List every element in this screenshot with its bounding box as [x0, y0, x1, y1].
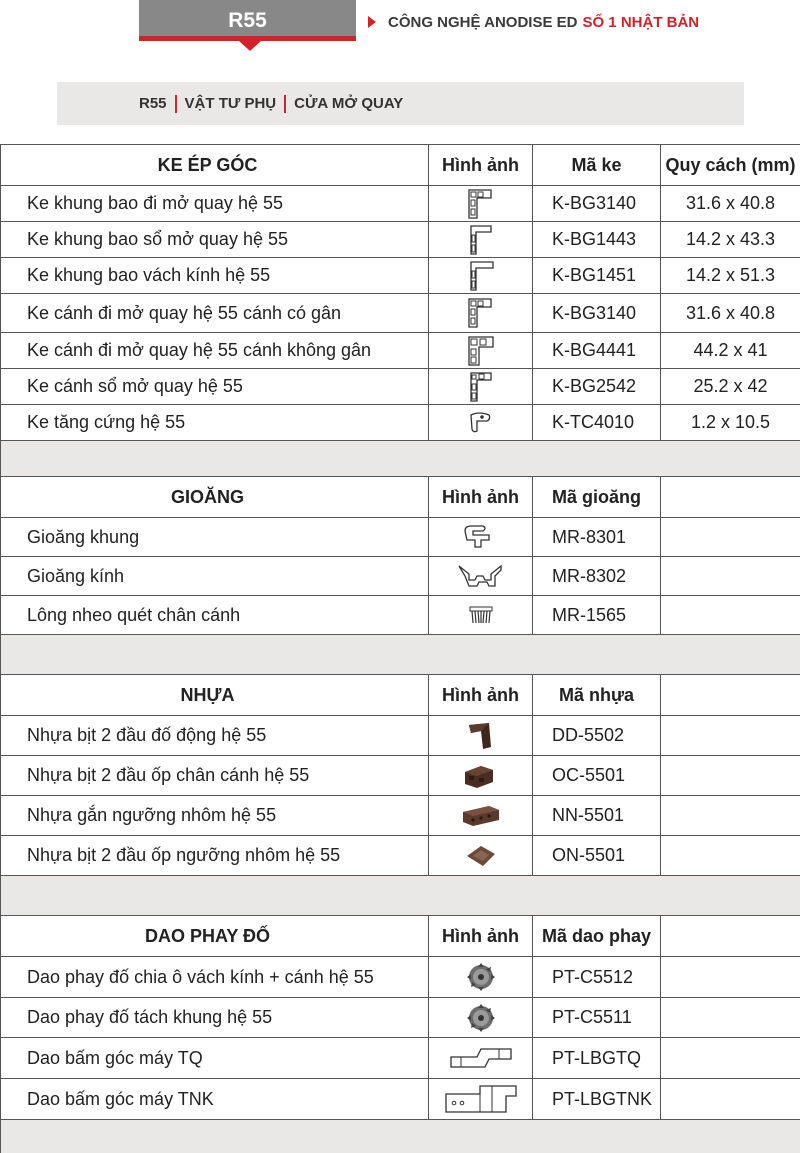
item-spec: 1.2 x 10.5 — [661, 405, 800, 441]
item-name: Dao bấm góc máy TQ — [1, 1038, 429, 1079]
item-image — [429, 294, 533, 333]
milling-cutter-icon — [461, 1002, 501, 1034]
table-row — [1, 716, 800, 756]
column-header-code: Mã nhựa — [533, 675, 661, 716]
table-row — [1, 756, 800, 796]
column-header-image: Hình ảnh — [429, 675, 533, 716]
item-code: K-BG1451 — [533, 258, 661, 294]
table-row — [1, 186, 800, 222]
corner-bracket-icon — [463, 260, 499, 292]
item-name: Nhựa bịt 2 đầu ốp ngưỡng nhôm hệ 55 — [1, 836, 429, 876]
table-row — [1, 405, 800, 441]
item-spec: 25.2 x 42 — [661, 369, 800, 405]
item-name: Nhựa bịt 2 đầu đố động hệ 55 — [1, 716, 429, 756]
item-image — [429, 333, 533, 369]
glass-gasket-icon — [455, 560, 507, 592]
breadcrumb-item: VẬT TƯ PHỤ — [184, 95, 277, 112]
plastic-cap-icon — [459, 800, 503, 832]
breadcrumb-item: CỬA MỞ QUAY — [294, 95, 404, 112]
item-image — [429, 796, 533, 836]
item-code: K-BG2542 — [533, 369, 661, 405]
item-spec: 14.2 x 51.3 — [661, 258, 800, 294]
tagline-accent: SỐ 1 NHẬT BẢN — [582, 13, 700, 31]
item-spec: 31.6 x 40.8 — [661, 186, 800, 222]
item-name: Ke cánh sổ mở quay hệ 55 — [1, 369, 429, 405]
item-name: Dao phay đố tách khung hệ 55 — [1, 998, 429, 1038]
item-name: Gioăng khung — [1, 518, 429, 557]
table-row — [1, 258, 800, 294]
item-spec-empty — [661, 1038, 800, 1079]
item-spec-empty — [661, 998, 800, 1038]
table-row — [1, 222, 800, 258]
column-header-empty — [661, 477, 800, 518]
item-code: PT-LBGTNK — [533, 1079, 661, 1120]
table-row — [1, 1079, 800, 1120]
item-code: PT-LBGTQ — [533, 1038, 661, 1079]
milling-cutter-icon — [461, 961, 501, 993]
breadcrumb-item: R55 — [139, 95, 167, 112]
item-code: DD-5502 — [533, 716, 661, 756]
item-name: Lông nheo quét chân cánh — [1, 596, 429, 635]
item-code: K-BG4441 — [533, 333, 661, 369]
table-row — [1, 998, 800, 1038]
item-code: OC-5501 — [533, 756, 661, 796]
tab-pointer — [239, 41, 261, 51]
item-code: K-BG3140 — [533, 294, 661, 333]
item-spec: 44.2 x 41 — [661, 333, 800, 369]
item-image — [429, 369, 533, 405]
item-spec-empty — [661, 756, 800, 796]
item-code: K-BG3140 — [533, 186, 661, 222]
plastic-cap-icon — [461, 719, 501, 753]
item-name: Ke khung bao vách kính hệ 55 — [1, 258, 429, 294]
item-code: PT-C5511 — [533, 998, 661, 1038]
model-tab: R55 — [139, 0, 356, 36]
section-header-row — [1, 916, 800, 957]
tagline — [368, 12, 699, 32]
section-title: KE ÉP GÓC — [1, 145, 429, 186]
item-image — [429, 756, 533, 796]
gasket-icon — [457, 521, 505, 553]
item-spec-empty — [661, 796, 800, 836]
corner-bracket-icon — [463, 188, 499, 220]
tagline-main: CÔNG NGHỆ ANODISE ED — [388, 13, 578, 31]
column-header-empty — [661, 916, 800, 957]
item-name: Gioăng kính — [1, 557, 429, 596]
item-spec: 31.6 x 40.8 — [661, 294, 800, 333]
column-header-image: Hình ảnh — [429, 477, 533, 518]
column-header-code: Mã dao phay — [533, 916, 661, 957]
item-image — [429, 405, 533, 441]
table-row — [1, 957, 800, 998]
punch-blade-icon — [444, 1082, 518, 1116]
item-image — [429, 596, 533, 635]
item-image — [429, 998, 533, 1038]
item-code: NN-5501 — [533, 796, 661, 836]
item-image — [429, 716, 533, 756]
punch-blade-icon — [449, 1043, 513, 1073]
table-row — [1, 796, 800, 836]
item-code: MR-8301 — [533, 518, 661, 557]
item-spec-empty — [661, 518, 800, 557]
section-divider — [1, 1120, 800, 1153]
item-code: MR-1565 — [533, 596, 661, 635]
brush-seal-icon — [463, 601, 499, 629]
item-image — [429, 957, 533, 998]
breadcrumb-separator — [175, 95, 177, 113]
item-name: Nhựa gắn ngưỡng nhôm hệ 55 — [1, 796, 429, 836]
section-title: DAO PHAY ĐỐ — [1, 916, 429, 957]
column-header-image: Hình ảnh — [429, 916, 533, 957]
plastic-cap-icon — [461, 840, 501, 872]
column-header-code: Mã ke — [533, 145, 661, 186]
item-spec-empty — [661, 716, 800, 756]
item-name: Ke khung bao đi mở quay hệ 55 — [1, 186, 429, 222]
item-image — [429, 258, 533, 294]
item-image — [429, 1079, 533, 1120]
item-code: K-TC4010 — [533, 405, 661, 441]
breadcrumb-separator — [284, 95, 286, 113]
item-name: Ke khung bao sổ mở quay hệ 55 — [1, 222, 429, 258]
table-row — [1, 836, 800, 876]
item-image — [429, 836, 533, 876]
item-name: Dao bấm góc máy TNK — [1, 1079, 429, 1120]
item-image — [429, 518, 533, 557]
section-title: NHỰA — [1, 675, 429, 716]
table-row — [1, 333, 800, 369]
item-image — [429, 186, 533, 222]
item-name: Ke cánh đi mở quay hệ 55 cánh có gân — [1, 294, 429, 333]
table-row — [1, 294, 800, 333]
item-spec-empty — [661, 1079, 800, 1120]
column-header-image: Hình ảnh — [429, 145, 533, 186]
section-title: GIOĂNG — [1, 477, 429, 518]
table-row — [1, 557, 800, 596]
item-spec-empty — [661, 596, 800, 635]
column-header-code: Mã gioăng — [533, 477, 661, 518]
item-code: K-BG1443 — [533, 222, 661, 258]
section-divider — [1, 876, 800, 916]
play-arrow-icon — [368, 16, 376, 28]
item-name: Dao phay đố chia ô vách kính + cánh hệ 55 — [1, 957, 429, 998]
item-spec-empty — [661, 557, 800, 596]
item-code: ON-5501 — [533, 836, 661, 876]
corner-bracket-icon — [463, 371, 499, 403]
item-image — [429, 1038, 533, 1079]
corner-bracket-icon — [463, 297, 499, 329]
table-row — [1, 518, 800, 557]
stiffener-icon — [463, 407, 499, 439]
item-name: Nhựa bịt 2 đầu ốp chân cánh hệ 55 — [1, 756, 429, 796]
table-row — [1, 596, 800, 635]
table-row — [1, 1038, 800, 1079]
table-row — [1, 369, 800, 405]
item-image — [429, 222, 533, 258]
section-divider — [1, 441, 800, 477]
item-spec: 14.2 x 43.3 — [661, 222, 800, 258]
column-header-spec: Quy cách (mm) — [661, 145, 800, 186]
accessories-table — [0, 144, 800, 1153]
item-code: MR-8302 — [533, 557, 661, 596]
breadcrumb — [57, 82, 744, 125]
corner-bracket-icon — [463, 335, 499, 367]
item-spec-empty — [661, 836, 800, 876]
item-image — [429, 557, 533, 596]
column-header-empty — [661, 675, 800, 716]
section-header-row — [1, 145, 800, 186]
item-code: PT-C5512 — [533, 957, 661, 998]
item-name: Ke cánh đi mở quay hệ 55 cánh không gân — [1, 333, 429, 369]
corner-bracket-icon — [463, 224, 499, 256]
item-name: Ke tăng cứng hệ 55 — [1, 405, 429, 441]
section-header-row — [1, 675, 800, 716]
section-header-row — [1, 477, 800, 518]
plastic-cap-icon — [459, 760, 503, 792]
item-spec-empty — [661, 957, 800, 998]
section-divider — [1, 635, 800, 675]
